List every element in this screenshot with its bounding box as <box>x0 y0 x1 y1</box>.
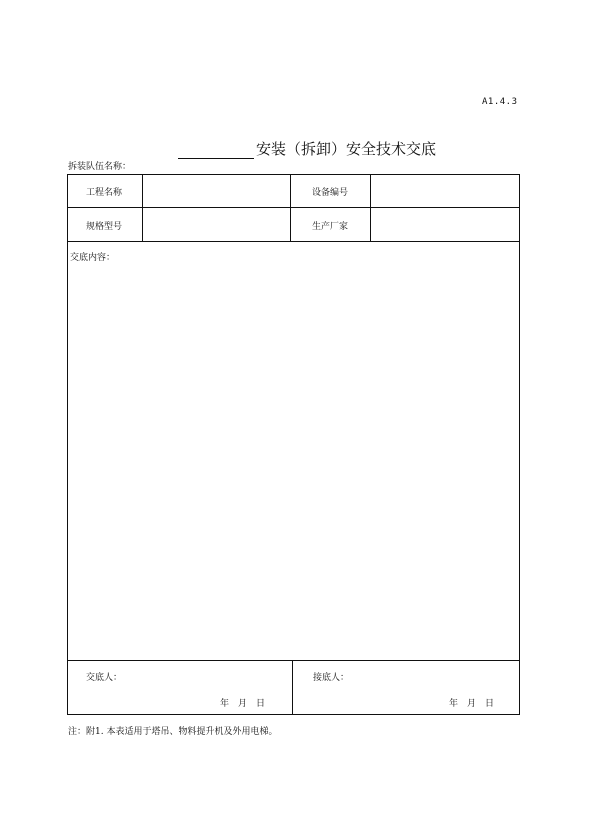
project-name-field[interactable] <box>143 176 289 206</box>
project-name-label: 工程名称 <box>86 188 123 198</box>
receiver-date: 年 月 日 <box>449 699 495 709</box>
model-spec-field[interactable] <box>143 209 289 240</box>
col-divider <box>292 660 293 715</box>
receiver-label: 接底人： <box>313 673 350 683</box>
title-text: 安装（拆卸）安全技术交底 <box>256 140 437 158</box>
giver-date: 年 月 日 <box>220 699 266 709</box>
model-spec-label: 规格型号 <box>86 222 123 232</box>
footnote: 注：附1. 本表适用于塔吊、物料提升机及外用电梯。 <box>68 727 278 737</box>
form-table <box>67 174 520 715</box>
page-title <box>178 138 436 159</box>
row-divider <box>68 241 519 242</box>
manufacturer-label: 生产厂家 <box>312 222 349 232</box>
col-divider <box>290 175 291 241</box>
content-label: 交底内容： <box>70 253 116 263</box>
title-blank-line[interactable] <box>178 143 254 159</box>
form-code: A1.4.3 <box>482 97 518 107</box>
row-divider <box>68 660 519 661</box>
equipment-no-field[interactable] <box>372 176 518 206</box>
row-divider <box>68 207 519 208</box>
equipment-no-label: 设备编号 <box>312 188 349 198</box>
col-divider <box>370 175 371 241</box>
giver-label: 交底人： <box>86 673 123 683</box>
team-name-label: 拆装队伍名称： <box>68 162 132 172</box>
content-area[interactable] <box>70 265 516 657</box>
manufacturer-field[interactable] <box>372 209 518 240</box>
